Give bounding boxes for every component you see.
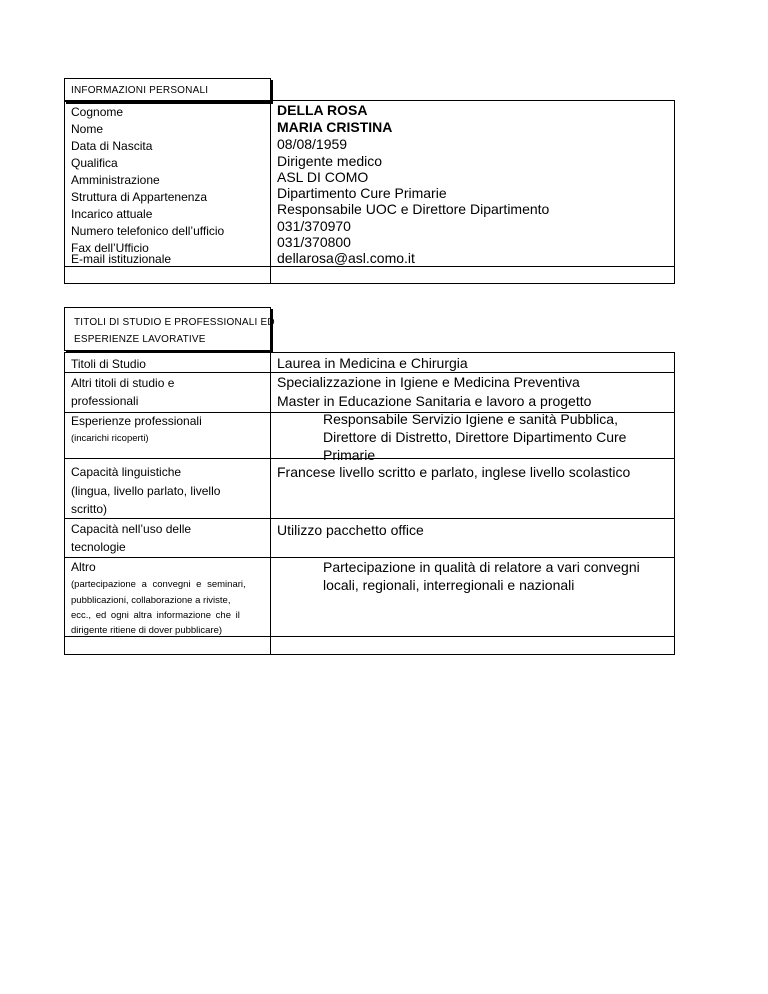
personal-info-divider xyxy=(270,100,271,284)
titles-sep-6 xyxy=(64,636,675,637)
value-data-nascita: 08/08/1959 xyxy=(277,136,348,152)
value-titoli-studio: Laurea in Medicina e Chirurgia xyxy=(277,355,468,371)
value-altro-1: Partecipazione in qualità di relatore a vari convegni xyxy=(323,559,640,575)
titles-header-line2: ESPERIENZE LAVORATIVE xyxy=(74,334,206,345)
value-telefono: 031/370970 xyxy=(277,218,351,234)
label-lingue-3: scritto) xyxy=(71,502,107,516)
value-struttura: Dipartimento Cure Primarie xyxy=(277,185,447,201)
label-altro-sub-4: dirigente ritiene di dover pubblicare) xyxy=(71,625,223,636)
titles-header-line1: TITOLI DI STUDIO E PROFESSIONALI ED xyxy=(74,317,275,328)
label-struttura: Struttura di Appartenenza xyxy=(71,190,208,204)
label-tecnologie-1: Capacità nell’uso delle xyxy=(71,522,192,536)
label-lingue-1: Capacità linguistiche xyxy=(71,465,182,479)
label-fax: Fax dell’Ufficio xyxy=(71,241,149,255)
label-amministrazione: Amministrazione xyxy=(71,173,160,187)
value-incarico: Responsabile UOC e Direttore Dipartimento xyxy=(277,201,550,217)
value-email: dellarosa@asl.como.it xyxy=(277,250,415,266)
titles-sep-5 xyxy=(64,557,675,558)
label-nome: Nome xyxy=(71,122,104,136)
label-tecnologie-2: tecnologie xyxy=(71,540,126,554)
label-titoli-studio: Titoli di Studio xyxy=(71,357,146,371)
label-altro-sub-2: pubblicazioni, collaborazione a riviste, xyxy=(71,595,231,606)
titles-divider xyxy=(270,352,271,655)
personal-info-header: INFORMAZIONI PERSONALI xyxy=(71,85,209,96)
value-esperienze-2: Direttore di Distretto, Direttore Dipartimento Cure xyxy=(323,429,627,445)
value-esperienze-1: Responsabile Servizio Igiene e sanità Pubblica, xyxy=(323,411,618,427)
label-altro-sub-1: (partecipazione a convegni e seminari, xyxy=(71,579,246,590)
value-altri-titoli-2: Master in Educazione Sanitaria e lavoro a progetto xyxy=(277,393,592,409)
value-lingue: Francese livello scritto e parlato, inglese livello scolastico xyxy=(277,464,631,480)
label-email: E-mail istituzionale xyxy=(71,252,172,266)
label-esperienze-sub: (incarichi ricoperti) xyxy=(71,433,149,444)
label-altri-titoli-2: professionali xyxy=(71,394,139,408)
value-cognome: DELLA ROSA xyxy=(277,102,368,118)
value-nome: MARIA CRISTINA xyxy=(277,119,393,135)
value-altri-titoli-1: Specializzazione in Igiene e Medicina Preventiva xyxy=(277,374,580,390)
label-altro-sub-3: ecc., ed ogni altra informazione che il xyxy=(71,610,240,621)
label-altri-titoli-1: Altri titoli di studio e xyxy=(71,376,175,390)
value-tecnologie: Utilizzo pacchetto office xyxy=(277,522,424,538)
label-altro: Altro xyxy=(71,560,96,574)
titles-sep-4 xyxy=(64,518,675,519)
label-lingue-2: (lingua, livello parlato, livello xyxy=(71,484,221,498)
value-altro-2: locali, regionali, interregionali e nazionali xyxy=(323,577,575,593)
label-incarico: Incarico attuale xyxy=(71,207,153,221)
label-qualifica: Qualifica xyxy=(71,156,118,170)
label-esperienze: Esperienze professionali xyxy=(71,414,202,428)
label-telefono: Numero telefonico dell’ufficio xyxy=(71,224,225,238)
value-esperienze-3: Primarie xyxy=(323,447,376,463)
personal-info-header-box xyxy=(64,78,271,102)
titles-sep-1 xyxy=(64,372,675,373)
titles-header-box xyxy=(64,307,275,351)
value-amministrazione: ASL DI COMO xyxy=(277,169,369,185)
personal-info-row-separator xyxy=(64,266,675,267)
label-data-nascita: Data di Nascita xyxy=(71,139,153,153)
value-qualifica: Dirigente medico xyxy=(277,153,383,169)
value-fax: 031/370800 xyxy=(277,234,351,250)
label-cognome: Cognome xyxy=(71,105,124,119)
